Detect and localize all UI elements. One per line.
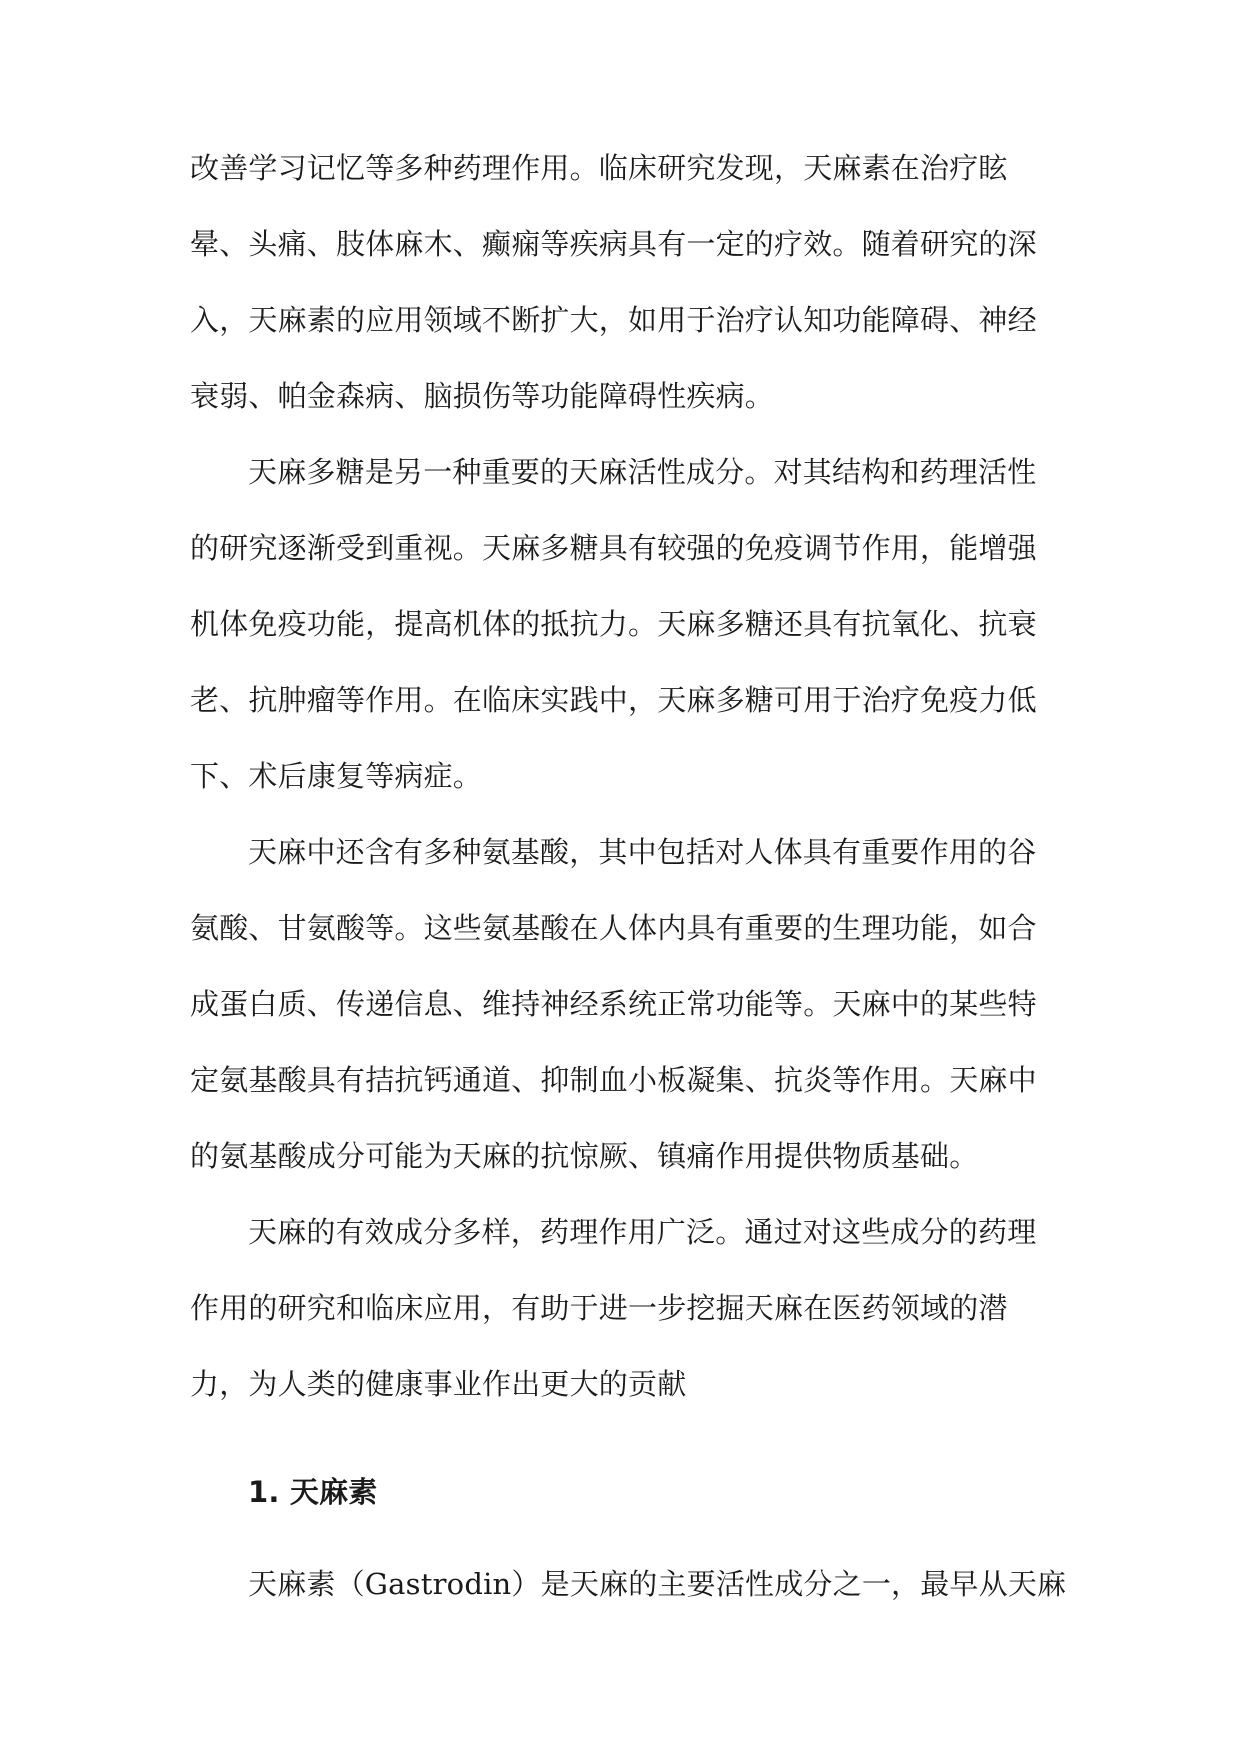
paragraph-4-line-3: 力，为人类的健康事业作出更大的贡献 [190, 1367, 687, 1401]
paragraph-2-line-3: 机体免疫功能，提高机体的抵抗力。天麻多糖还具有抗氧化、抗衰 [190, 607, 1037, 641]
paragraph-2-line-2: 的研究逐渐受到重视。天麻多糖具有较强的免疫调节作用，能增强 [190, 531, 1037, 565]
paragraph-1-line-4: 衰弱、帕金森病、脑损伤等功能障碍性疾病。 [190, 379, 775, 413]
paragraph-2-line-5: 下、术后康复等病症。 [190, 759, 483, 793]
paragraph-1-line-3: 入，天麻素的应用领域不断扩大，如用于治疗认知功能障碍、神经 [190, 303, 1037, 337]
paragraph-2-line-1: 天麻多糖是另一种重要的天麻活性成分。对其结构和药理活性 [248, 455, 1037, 489]
paragraph-3-line-4: 定氨基酸具有拮抗钙通道、抑制血小板凝集、抗炎等作用。天麻中 [190, 1063, 1037, 1097]
paragraph-1-line-1: 改善学习记忆等多种药理作用。临床研究发现，天麻素在治疗眩 [190, 151, 1008, 185]
paragraph-4-line-1: 天麻的有效成分多样，药理作用广泛。通过对这些成分的药理 [248, 1215, 1037, 1249]
paragraph-3-line-2: 氨酸、甘氨酸等。这些氨基酸在人体内具有重要的生理功能，如合 [190, 911, 1037, 945]
paragraph-1-line-2: 晕、头痛、肢体麻木、癫痫等疾病具有一定的疗效。随着研究的深 [190, 227, 1037, 261]
paragraph-2-line-4: 老、抗肿瘤等作用。在临床实践中，天麻多糖可用于治疗免疫力低 [190, 683, 1037, 717]
paragraph-4-line-2: 作用的研究和临床应用，有助于进一步挖掘天麻在医药领域的潜 [190, 1291, 1008, 1325]
section-heading: 1. 天麻素 [248, 1475, 378, 1509]
paragraph-3-line-3: 成蛋白质、传递信息、维持神经系统正常功能等。天麻中的某些特 [190, 987, 1037, 1021]
paragraph-3-line-5: 的氨基酸成分可能为天麻的抗惊厥、镇痛作用提供物质基础。 [190, 1139, 979, 1173]
paragraph-3-line-1: 天麻中还含有多种氨基酸，其中包括对人体具有重要作用的谷 [248, 835, 1037, 869]
paragraph-5-line-1: 天麻素（Gastrodin）是天麻的主要活性成分之一，最早从天麻 [248, 1567, 1067, 1601]
